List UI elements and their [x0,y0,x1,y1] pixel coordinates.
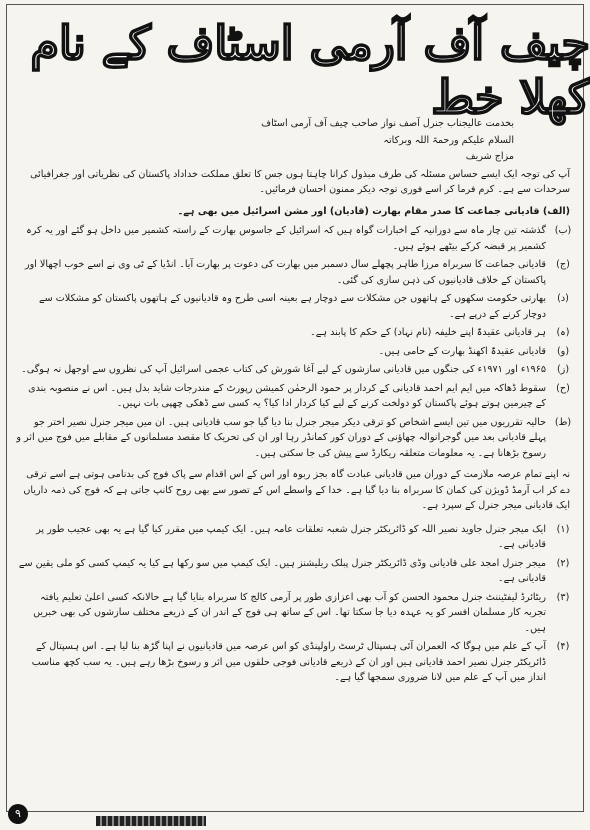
list-item [16,381,574,412]
item-marker: (ب) [554,225,572,236]
item-marker: (۲) [556,557,570,569]
item-text: بھارتی حکومت سکھوں کے ہاتھوں جن مشکلات سے دوچار ہے بعینہ اسی طرح وہ قادیانیوں کے ہاتھوں پاکستان کو مشکلات سے دوچار کرنے کے درپے ہے۔ [39,293,546,320]
item-marker: (ج) [556,259,570,270]
item-marker: (۳) [556,591,570,603]
address-line: بخدمت عالیجناب جنرل آصف نواز صاحب چیف آف آرمی اسٹاف [261,118,514,129]
lettered-list [16,223,574,461]
list-item [16,291,574,322]
item-text: ہر قادیانی عقیدۃً اپنے خلیفہ (نام نہاد) کے حکم کا پابند ہے۔ [310,327,546,338]
list-item [16,223,574,254]
section-heading: (الف) قادیانی جماعت کا صدر مقام بھارت (قادیان) اور مشن اسرائیل میں بھی ہے۔ [177,205,570,217]
list-item [16,639,574,686]
item-text: ریٹائرڈ لیفٹیننٹ جنرل محمود الحسن کو آب بھی اعزازی طور پر آرمی کالج کا سربراہ بنایا گیا ہے حالانکہ کسی اعلیٰ تعلیم یافتہ تجربہ کار مسلمان افسر کو یہ عہدہ دیا جا سکتا تھا۔ اس کے ساتھ ہی فوج کے اندر ان کے ذریعے مختلف سازشوں کی بھی خبریں ہیں۔ [33,591,546,634]
item-text: حالیہ تقرریوں میں تین ایسے اشخاص کو ترقی دیکر میجر جنرل بنا دیا گیا جو سب قادیانی ہیں۔ ان میں میجر جنرل نصیر اختر جو پہلے قادیانی بعد میں گوجرانوالہ چھاؤنی کے دوران کور کمانڈر رہا اور ان کی تحریک کا مقصد مسلمانوں کے مقابلے میں فوج میں اثر و رسوخ بڑھانا ہے۔ یہ معلومات متعلقہ ریکارڈ سے پیش کی جا سکتی ہیں۔ [16,416,546,459]
list-item [16,590,574,637]
list-item [16,522,574,553]
list-item [16,415,574,462]
item-marker: (و) [556,345,570,357]
page-footer [0,804,590,826]
footer-decoration [96,816,206,826]
salutation-block [16,116,574,165]
item-text: آپ کے علم میں ہوگا کہ العمران آئی ہسپتال ٹرسٹ راولپنڈی کو اس عرصہ میں قادیانیوں نے اپنا گڑھ بنا لیا ہے۔ اس ہسپتال کے ڈائریکٹر جنرل نصیر احمد قادیانی ہیں اور ان کے ذریعے قادیانی فوجی حلقوں میں اثر و رسوخ بڑھا رہے ہیں۔ یہ سب کچھ مناسب انداز میں آپ کے علم میں لانا ضروری سمجھا گیا ہے۔ [31,641,546,683]
numbered-list [16,522,574,686]
list-item [16,325,574,341]
wellbeing-line: مزاج شریف [465,151,514,162]
item-text: قادیانی جماعت کا سربراہ مرزا طاہر پچھلے سال دسمبر میں بھارت کی دعوت پر بھارت آیا۔ انڈیا کے ٹی وی نے اسے خوب اچھالا اور پاکستان کے خلاف قادیانیوں کی ذہن سازی کی گئی۔ [24,259,546,286]
list-item [16,344,574,360]
list-item [16,257,574,288]
letter-body [16,116,574,802]
item-text: میجر جنرل امجد علی قادیانی وڈی ڈائریکٹر جنرل پبلک ریلیشنز ہیں۔ ایک کیمپ میں سو رکھا ہے کیا یہ کیمپ کسی کو ملی یقین سے قادیانی ہے۔ [18,557,546,584]
item-marker: (ط) [554,416,572,428]
list-item [16,556,574,587]
item-text: سقوط ڈھاکہ میں ایم ایم احمد قادیانی کے کردار پر حمود الرحمٰن کمیشن رپورٹ کے مندرجات شاید بدل ہیں۔ اس نے منصوبہ بندی کے چیرمین ہوتے ہوئے پاکستان کو دولخت کرنے کے لیے کیا کردار ادا کیا؟ یہ کسی سے ڈھکی چھپی بات نہیں۔ [28,382,546,409]
item-marker: (د) [557,293,569,304]
item-text: ۱۹۶۵ء اور ۱۹۷۱ء کی جنگوں میں قادیانی سازشوں کے لیے آغا شورش کی کتاب عجمی اسرائیل آپ کی نظروں سے اوجھل نہ ہوگی۔ [21,364,546,375]
item-text: قادیانی عقیدۃً اکھنڈ بھارت کے حامی ہیں۔ [378,345,546,357]
body-paragraph: نہ اپنے تمام عرصہ ملازمت کے دوران میں قادیانی عبادت گاہ بجز ربوہ اور اس کے اس اقدام سے پاک فوج کی بدنامی ہوتی ہے اسے ترقی دے کر اب آرمڈ ڈویژن کی کمان کا سربراہ بنا دیا گیا ہے۔ خدا کے واسطے اس کے تصور سے بھی روح کانپ جاتی ہے کہ فوج کی ذمہ داریاں ایک قادیانی میجر جنرل کے سپرد ہے۔ [23,469,570,511]
page-title: چیف آف آرمی اسٹاف کے نام کھلا خط [30,16,590,124]
list-item [16,362,574,378]
item-marker: (ح) [556,382,570,394]
greeting-line: السلام علیکم ورحمۃ اللہ وبرکاتہ [383,134,514,146]
item-text: ایک میجر جنرل جاوید نصیر اللہ کو ڈائریکٹر جنرل شعبہ تعلقات عامہ ہیں۔ ایک کیمپ میں مقرر کیا گیا ہے یہ بھی عجیب طور پر قادیانی ہے۔ [36,523,546,550]
page-number: ۹ [8,804,28,824]
item-text: گذشتہ تین چار ماہ سے دورانیہ کے اخبارات گواہ ہیں کہ اسرائیل کے جاسوس بھارت کے راستہ کشمیر میں داخل ہو گئے اور یہ کرہ کشمیر پر قبضہ کرکے بیٹھے ہوئے ہیں۔ [26,225,546,252]
intro-paragraph: آپ کی توجہ ایک ایسے حساس مسئلہ کی طرف مبذول کرانا چاہتا ہوں جس کا تعلق مملکت خداداد پاکستان کی نظریاتی اور جغرافیائی سرحدات سے ہے۔ کرم فرما کر اسے فوری توجہ دیکر ممنون احسان فرمائیں۔ [30,168,570,195]
item-marker: (ز) [556,364,570,375]
item-marker: (۱) [556,523,570,535]
item-marker: (ہ) [556,327,570,338]
item-marker: (۴) [556,641,570,652]
